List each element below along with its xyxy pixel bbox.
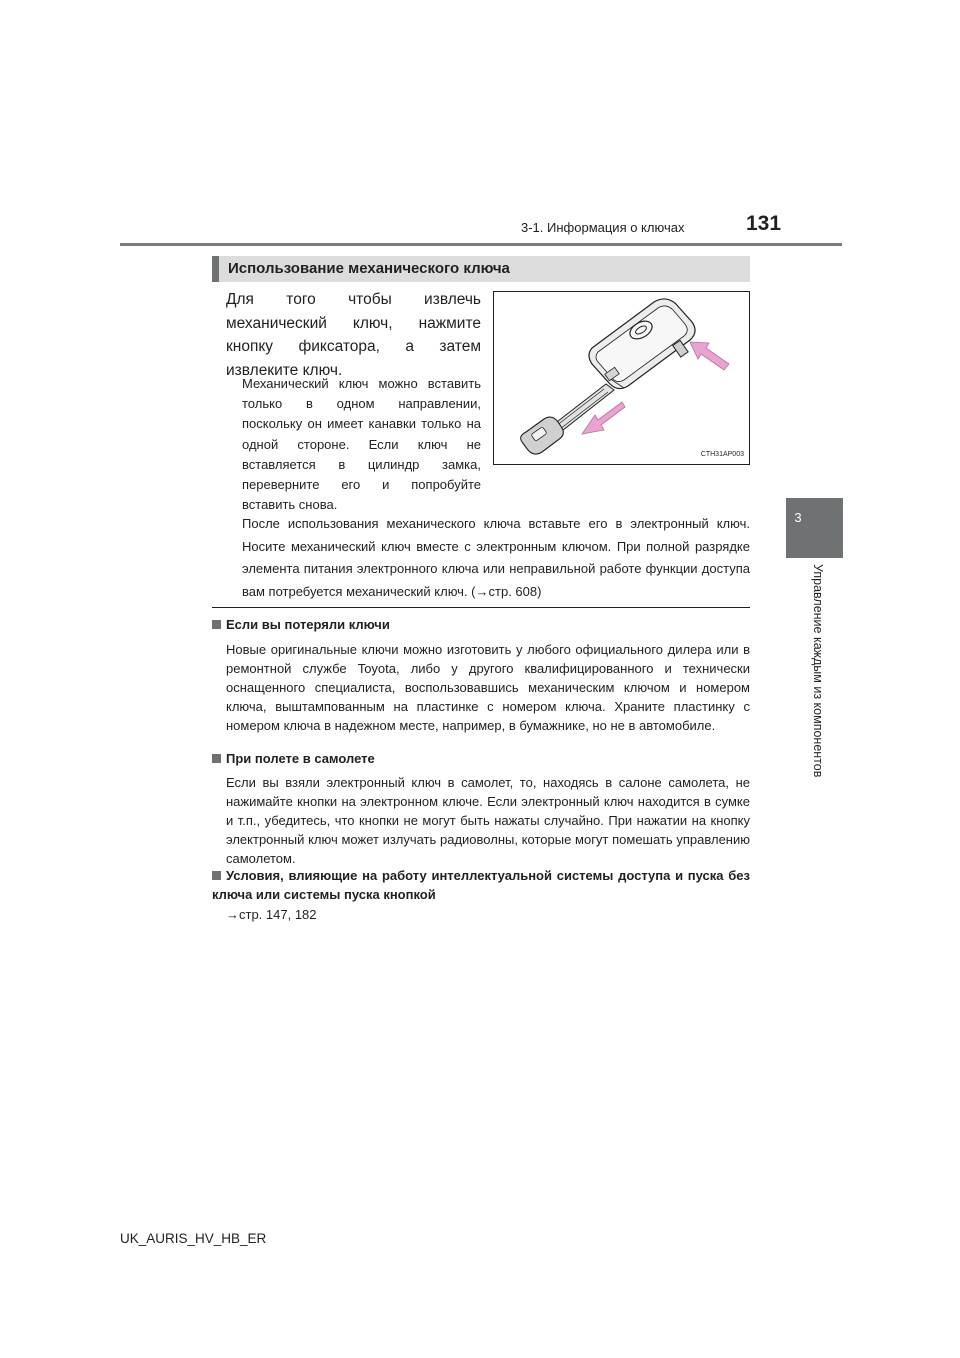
chapter-number: 3 — [794, 510, 802, 525]
item-title: При полете в самолете — [226, 751, 375, 766]
key-fob-icon — [494, 292, 749, 464]
item-heading-conditions — [212, 866, 750, 904]
item-title: Если вы потеряли ключи — [226, 617, 390, 632]
intro-paragraph: Для того чтобы извлечь механический ключ, нажмите кнопку фиксатора, а затем извлеките ключ. — [226, 291, 481, 379]
page-number: 131 — [746, 212, 782, 235]
section-heading-bar — [212, 256, 219, 282]
square-bullet-icon — [212, 871, 221, 880]
chapter-tab — [786, 498, 843, 558]
footer-model-code: UK_AURIS_HV_HB_ER — [120, 1231, 267, 1246]
item-heading-airplane — [212, 751, 375, 766]
note-insert-direction: Механический ключ можно вставить только в одном направлении, поскольку он имеет канавки только на одной стороне. Если ключ не вставляется в цилиндр замка, переверните его и попробуйте вставить снова. — [242, 376, 481, 513]
running-header: 3-1. Информация о ключах — [521, 220, 685, 235]
section-divider — [212, 607, 750, 608]
header-rule — [120, 243, 842, 246]
square-bullet-icon — [212, 620, 221, 629]
item-title: Условия, влияющие на работу интеллектуальной системы доступа и пуска без ключа или системы пуска кнопкой — [212, 868, 750, 902]
item-heading-lost-keys — [212, 617, 390, 632]
note-after-use: После использования механического ключа вставьте его в электронный ключ. Носите механический ключ вместе с электронным ключом. При полной разрядке элемента питания электронного ключа или неправильной работе функции доступа вам потребуется механический ключ. (→стр. 608) — [242, 516, 750, 599]
section-title: Использование механического ключа — [228, 260, 510, 277]
item-text-lost-keys: Новые оригинальные ключи можно изготовить у любого официального дилера или в ремонтной службе Toyota, либо у другого квалифицированного и технически оснащенного специалиста, воспользовавшись механическим ключом и номером ключа, выштампованным на пластинке с номером ключа. Храните пластинку с номером ключа в надежном месте, например, в бумажнике, но не в автомобиле. — [226, 642, 750, 734]
section-heading — [212, 256, 750, 282]
chapter-title-tab — [786, 558, 843, 830]
key-illustration — [493, 291, 750, 465]
square-bullet-icon — [212, 754, 221, 763]
item-text-airplane: Если вы взяли электронный ключ в самолет, то, находясь в салоне самолета, не нажимайте кнопки на электронном ключе. Если электронный ключ находится в сумке и т.п., убедитесь, что кнопки не могут быть нажаты случайно. При нажатии на кнопку электронный ключ может излучать радиоволны, которые могут помешать управлению самолетом. — [226, 775, 750, 867]
figure-code: CTH31AP003 — [700, 451, 744, 458]
chapter-title: Управление каждым из компонентов — [811, 564, 825, 778]
item-text-conditions: →стр. 147, 182 — [226, 907, 317, 922]
